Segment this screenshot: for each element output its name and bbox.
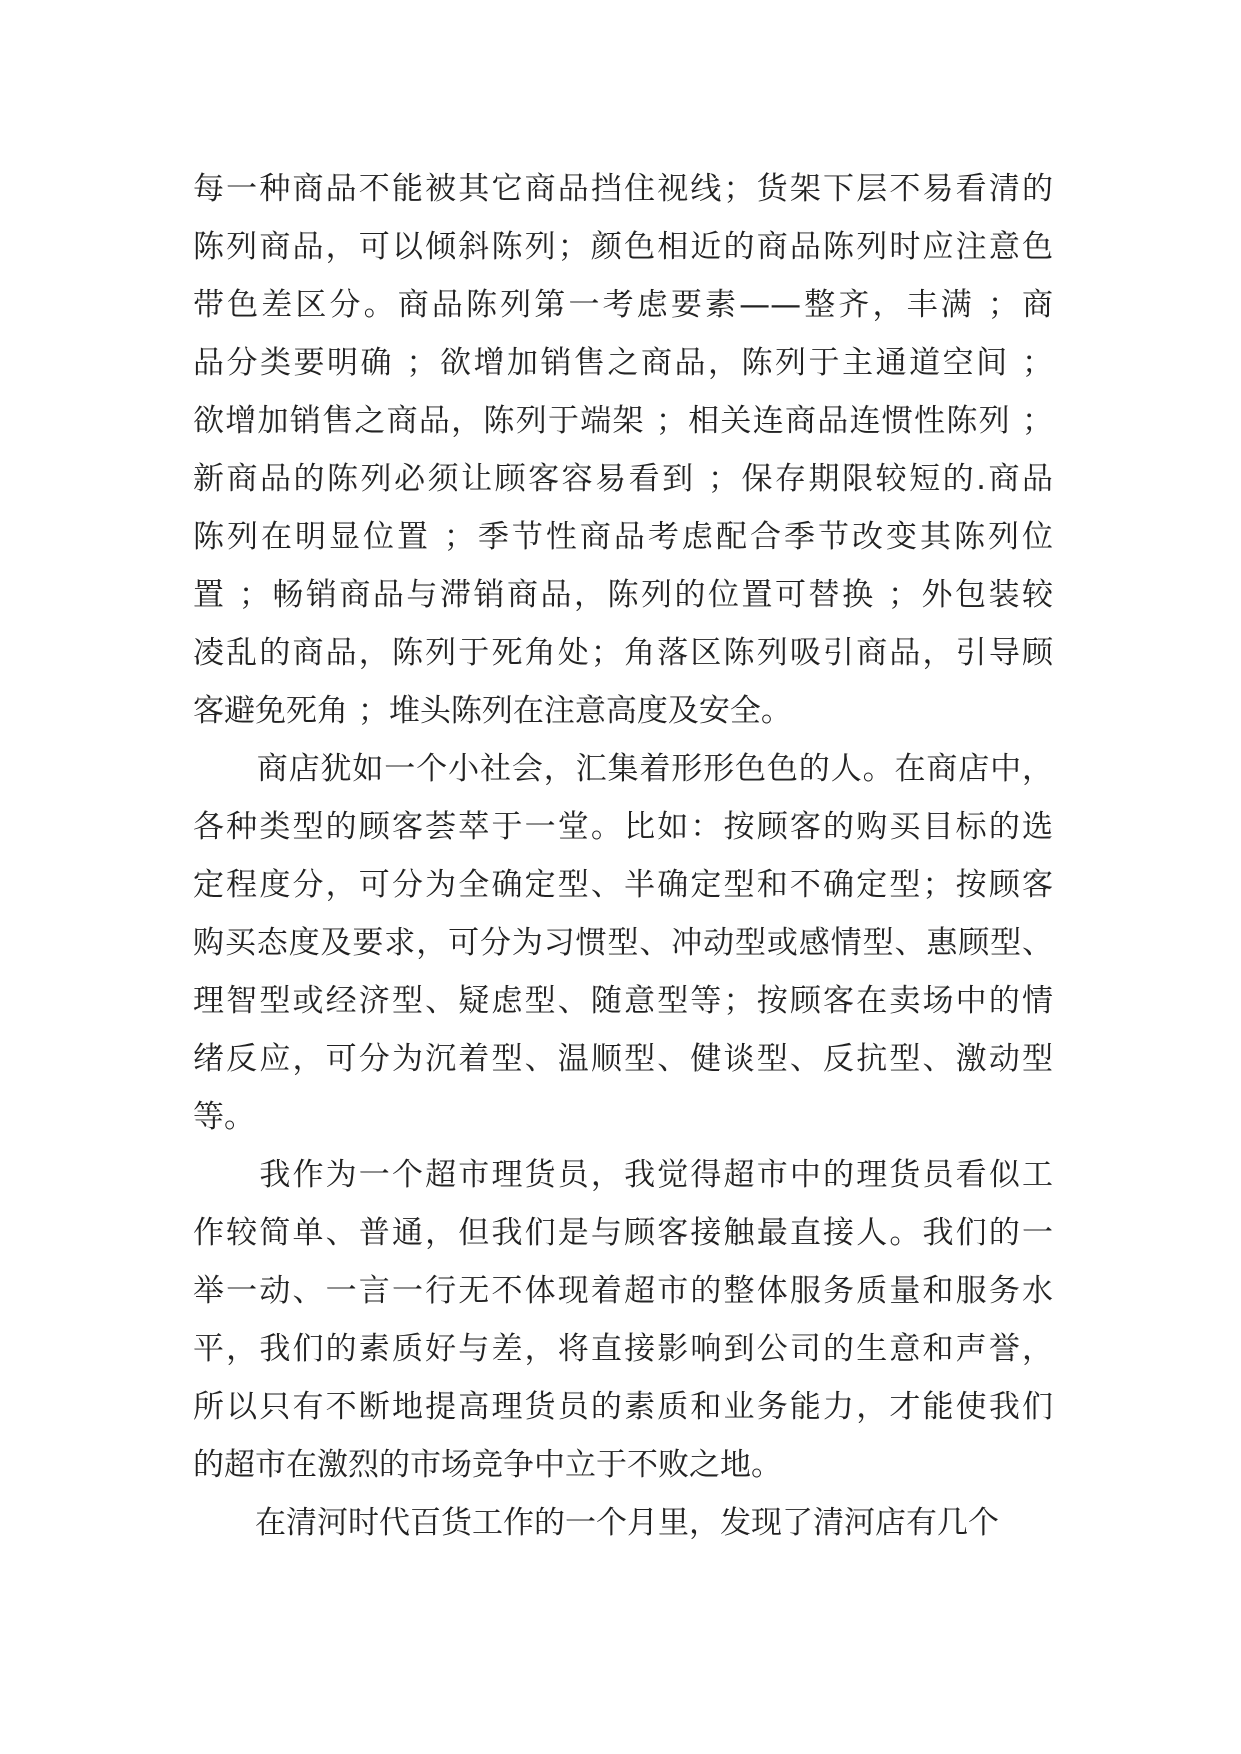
document-body (193, 160, 1053, 1552)
text-line: 带色差区分。商品陈列第一考虑要素——整齐，丰满 ；商 (193, 287, 1053, 323)
text-line: 理智型或经济型、疑虑型、随意型等；按顾客在卖场中的情 (193, 983, 1053, 1019)
text-line: 置 ；畅销商品与滞销商品，陈列的位置可替换 ；外包装较 (193, 577, 1053, 613)
text-line: 作较简单、普通，但我们是与顾客接触最直接人。我们的一 (193, 1215, 1053, 1251)
paragraph (193, 1146, 1053, 1494)
text-line: 在清河时代百货工作的一个月里，发现了清河店有几个 (193, 1505, 999, 1541)
paragraph (193, 1494, 1053, 1552)
text-line: 各种类型的顾客荟萃于一堂。比如：按顾客的购买目标的选 (193, 809, 1053, 845)
text-line: 平，我们的素质好与差，将直接影响到公司的生意和声誉， (193, 1331, 1053, 1367)
text-line: 欲增加销售之商品，陈列于端架 ；相关连商品连惯性陈列 ； (193, 403, 1053, 439)
text-line: 定程度分，可分为全确定型、半确定型和不确定型；按顾客 (193, 867, 1053, 903)
text-line: 举一动、一言一行无不体现着超市的整体服务质量和服务水 (193, 1273, 1053, 1309)
text-line: 所以只有不断地提高理货员的素质和业务能力，才能使我们 (193, 1389, 1053, 1425)
text-line: 绪反应，可分为沉着型、温顺型、健谈型、反抗型、激动型 (193, 1041, 1053, 1077)
text-line: 新商品的陈列必须让顾客容易看到 ；保存期限较短的.商品 (193, 461, 1053, 497)
paragraph (193, 160, 1053, 740)
text-line: 陈列商品，可以倾斜陈列；颜色相近的商品陈列时应注意色 (193, 229, 1053, 265)
paragraph (193, 740, 1053, 1146)
text-line: 陈列在明显位置 ；季节性商品考虑配合季节改变其陈列位 (193, 519, 1053, 555)
text-line: 等。 (193, 1099, 255, 1135)
text-line: 凌乱的商品，陈列于死角处；角落区陈列吸引商品，引导顾 (193, 635, 1053, 671)
text-line: 我作为一个超市理货员，我觉得超市中的理货员看似工 (193, 1157, 1053, 1193)
text-line: 的超市在激烈的市场竞争中立于不败之地。 (193, 1447, 782, 1483)
text-line: 购买态度及要求，可分为习惯型、冲动型或感情型、惠顾型、 (193, 925, 1053, 961)
text-line: 每一种商品不能被其它商品挡住视线；货架下层不易看清的 (193, 171, 1053, 207)
text-line: 品分类要明确 ；欲增加销售之商品，陈列于主通道空间 ； (193, 345, 1053, 381)
text-line: 商店犹如一个小社会，汇集着形形色色的人。在商店中， (193, 751, 1053, 787)
text-line: 客避免死角 ；堆头陈列在注意高度及安全。 (193, 693, 792, 729)
